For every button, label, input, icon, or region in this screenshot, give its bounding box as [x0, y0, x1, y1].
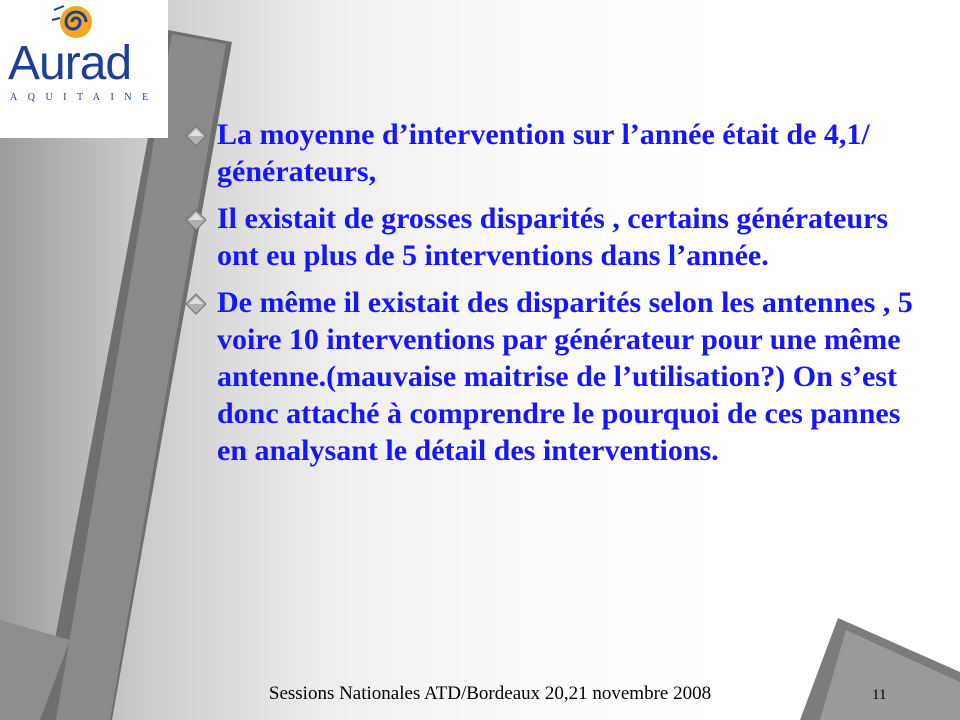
- bullet-item: [183, 284, 913, 469]
- bullet-text: La moyenne d’intervention sur l’année était de 4,1/ générateurs,: [217, 118, 870, 188]
- bullet-item: [183, 116, 913, 190]
- bullet-text: De même il existait des disparités selon les antennes , 5 voire 10 interventions par générateur pour une même antenne.(mauvaise maitrise de l’utilisation?) On s’est donc attaché à comprendre le pourquoi de ces pannes en analysant le détail des interventions.: [217, 286, 913, 467]
- diamond-bullet-icon: [185, 209, 207, 231]
- diamond-bullet-icon: [185, 293, 207, 315]
- bullet-list: [183, 116, 913, 479]
- logo-tagline: AQUITAINE: [10, 92, 159, 103]
- page-number: 11: [872, 687, 887, 703]
- bullet-item: [183, 200, 913, 274]
- footer-text: Sessions Nationales ATD/Bordeaux 20,21 novembre 2008: [268, 683, 712, 704]
- logo: [0, 0, 168, 138]
- diamond-bullet-icon: [185, 125, 207, 147]
- bullet-text: Il existait de grosses disparités , certains générateurs ont eu plus de 5 interventions dans l’année.: [217, 202, 889, 272]
- logo-wordmark: Aurad: [8, 37, 132, 90]
